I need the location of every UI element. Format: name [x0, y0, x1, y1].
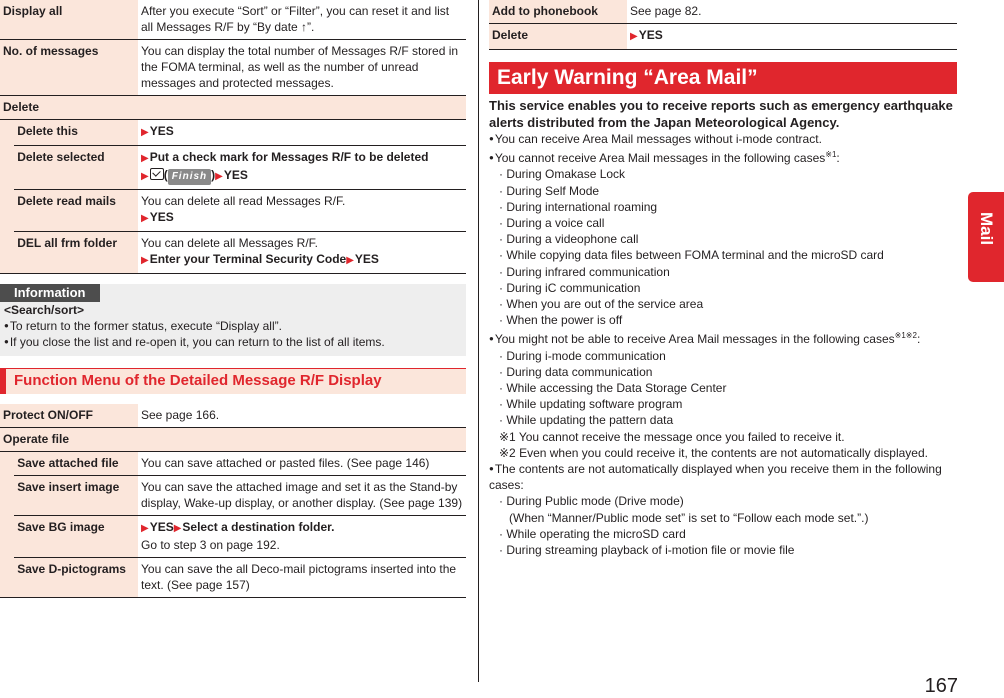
yes-option: YES — [638, 28, 663, 42]
save-bg-step: Select a destination folder. — [182, 520, 335, 534]
finish-softkey: Finish — [168, 169, 211, 185]
yes-option: YES — [149, 210, 174, 224]
table-row — [0, 96, 466, 120]
arrow-icon: ▶ — [215, 171, 223, 182]
table-row — [0, 516, 466, 558]
area-mail-body: ● You can receive Area Mail messages without i-mode contract. ● You cannot receive Area Mail messages in the following cases$^{※1}$: · During Omakase Lock · During Self Mode · During international roaming · During a voice call · During a videophone call · While copying data files between FOMA terminal and the microSD card · During infrared communication · During iC communication · When you are out of the service area · When the power is off ● You might not be able to receive Area Mail messages in the following cases$^{※1※2}$: · During i-mode communication · During data communication · While accessing the Data Storage Center · While updating software program · While updating the pattern data ※1 You cannot receive the message once you failed to receive it. ※2 Even when you could receive it, the contents are not automatically displayed. ● The contents are not automatically displayed when you receive them in the following cases: · During Public mode (Drive mode) (When “Manner/Public mode set” is set to “Follow each mode set.”.) · While operating the microSD card · During streaming playback of i-motion file or movie file — [489, 131, 957, 558]
delete-all-label: DEL all frm folder — [14, 232, 138, 274]
footnote: ※2 Even when you could receive it, the contents are not automatically displayed. — [499, 445, 928, 460]
yes-option: YES — [354, 252, 379, 266]
yes-option: YES — [149, 520, 174, 534]
list-item: During streaming playback of i-motion file or movie file — [506, 543, 795, 558]
list-item: While copying data files between FOMA terminal and the microSD card — [506, 248, 884, 263]
area-mail-banner: Early Warning “Area Mail” — [489, 62, 957, 94]
delete-selected-step: Put a check mark for Messages R/F to be deleted — [149, 150, 429, 164]
protect-label: Protect ON/OFF — [0, 404, 138, 428]
bullet: You might not be able to receive Area Mail messages in the following cases — [494, 332, 895, 347]
add-phonebook-text: See page 82. — [627, 0, 957, 24]
table-row — [0, 0, 466, 40]
mail-key-icon — [150, 168, 164, 180]
arrow-icon: ▶ — [141, 171, 149, 182]
protect-text: See page 166. — [138, 404, 466, 428]
list-item: During iC communication — [506, 280, 641, 295]
chapter-tab-label: Mail — [977, 212, 996, 246]
table-row — [0, 428, 466, 452]
arrow-icon: ▶ — [141, 523, 149, 534]
list-item: During data communication — [506, 364, 653, 379]
save-pictograms-label: Save D-pictograms — [14, 558, 138, 598]
column-divider — [478, 0, 479, 682]
operate-file-label: Operate file — [0, 428, 466, 452]
table-row — [0, 40, 466, 96]
information-heading: <Search/sort> — [4, 303, 85, 317]
save-insert-label: Save insert image — [14, 476, 138, 516]
table-row — [0, 120, 466, 146]
information-bullet: ● To return to the former status, execute “Display all”. — [4, 318, 462, 334]
yes-option: YES — [149, 124, 174, 138]
list-item: During international roaming — [506, 199, 658, 214]
list-item: When you are out of the service area — [506, 297, 704, 312]
list-item: During Public mode (Drive mode) — [506, 494, 684, 509]
bullet: You cannot receive Area Mail messages in the following cases — [494, 151, 826, 166]
save-bg-text: Go to step 3 on page 192. — [141, 538, 280, 552]
no-messages-text: You can display the total number of Messages R/F stored in the FOMA terminal, as well as the number of unread messages and protected messages. — [138, 40, 466, 96]
detail-menu-table — [0, 404, 466, 598]
arrow-icon: ▶ — [346, 255, 354, 266]
table-row — [489, 24, 957, 50]
arrow-icon: ▶ — [141, 213, 149, 224]
arrow-icon: ▶ — [141, 153, 149, 164]
delete-selected-label: Delete selected — [14, 146, 138, 190]
display-all-label: Display all — [0, 0, 138, 40]
delete-all-step: Enter your Terminal Security Code — [149, 252, 347, 266]
list-item: During a videophone call — [506, 232, 639, 247]
table-row: Delete selected ▶Put a check mark for Messages R/F to be deleted ▶ ( Finish )▶YES — [0, 146, 466, 190]
arrow-icon: ▶ — [173, 523, 182, 534]
delete-label: Delete — [489, 24, 627, 50]
delete-this-label: Delete this — [14, 120, 138, 146]
right-column — [489, 0, 957, 558]
footnote: ※1 You cannot receive the message once you failed to receive it. — [499, 429, 845, 444]
add-phonebook-label: Add to phonebook — [489, 0, 627, 24]
arrow-icon: ▶ — [141, 127, 149, 138]
bullet: ● You can receive Area Mail messages without i-mode contract. — [489, 131, 957, 147]
mail-options-table — [0, 0, 466, 274]
table-row — [0, 452, 466, 476]
table-row — [0, 190, 466, 232]
section-title: Function Menu of the Detailed Message R/F Display — [0, 368, 466, 394]
page-number: 167 — [924, 675, 958, 697]
save-insert-text: You can save the attached image and set it as the Stand-by display, Wake-up display, or another display. (See page 139) — [138, 476, 466, 516]
table-row — [0, 476, 466, 516]
display-all-text: After you execute “Sort” or “Filter”, you can reset it and list all Messages R/F by “By date ↑”. — [138, 0, 466, 40]
phonebook-table — [489, 0, 957, 50]
table-row — [0, 404, 466, 428]
information-bullet: ● If you close the list and re-open it, you can return to the list of all items. — [4, 334, 462, 350]
left-column — [0, 0, 466, 598]
table-row — [0, 232, 466, 274]
delete-group-label: Delete — [0, 96, 466, 120]
table-row — [0, 558, 466, 598]
delete-read-label: Delete read mails — [14, 190, 138, 232]
note-mark: ※1 — [825, 150, 837, 160]
list-item: During Omakase Lock — [506, 167, 626, 182]
save-pictograms-text: You can save the all Deco-mail pictograms inserted into the text. (See page 157) — [138, 558, 466, 598]
save-attached-text: You can save attached or pasted files. (See page 146) — [138, 452, 466, 476]
bullet: ● The contents are not automatically displayed when you receive them in the following cases: — [489, 461, 957, 493]
list-item: During i-mode communication — [506, 348, 666, 363]
list-item: (When “Manner/Public mode set” is set to “Follow each mode set.”.) — [509, 510, 869, 525]
list-item: While accessing the Data Storage Center — [506, 381, 727, 396]
delete-read-text: You can delete all read Messages R/F. — [141, 194, 346, 208]
list-item: During infrared communication — [506, 264, 670, 279]
information-title: Information — [0, 284, 100, 302]
list-item: During Self Mode — [506, 183, 600, 198]
chapter-tab — [968, 192, 1004, 282]
yes-option: YES — [223, 168, 248, 182]
save-attached-label: Save attached file — [14, 452, 138, 476]
list-item: While updating software program — [506, 397, 683, 412]
no-messages-label: No. of messages — [0, 40, 138, 96]
list-item: When the power is off — [506, 313, 623, 328]
note-mark: ※1※2 — [894, 331, 917, 341]
information-box — [0, 284, 466, 356]
list-item: While operating the microSD card — [506, 526, 686, 541]
list-item: During a voice call — [506, 216, 605, 231]
table-row — [489, 0, 957, 24]
save-bg-label: Save BG image — [14, 516, 138, 558]
list-item: While updating the pattern data — [506, 413, 674, 428]
arrow-icon: ▶ — [630, 31, 638, 42]
lead-text: This service enables you to receive reports such as emergency earthquake alerts distributed from the Japan Meteorological Agency. — [489, 98, 953, 130]
delete-all-text: You can delete all Messages R/F. — [141, 236, 318, 250]
arrow-icon: ▶ — [141, 255, 149, 266]
